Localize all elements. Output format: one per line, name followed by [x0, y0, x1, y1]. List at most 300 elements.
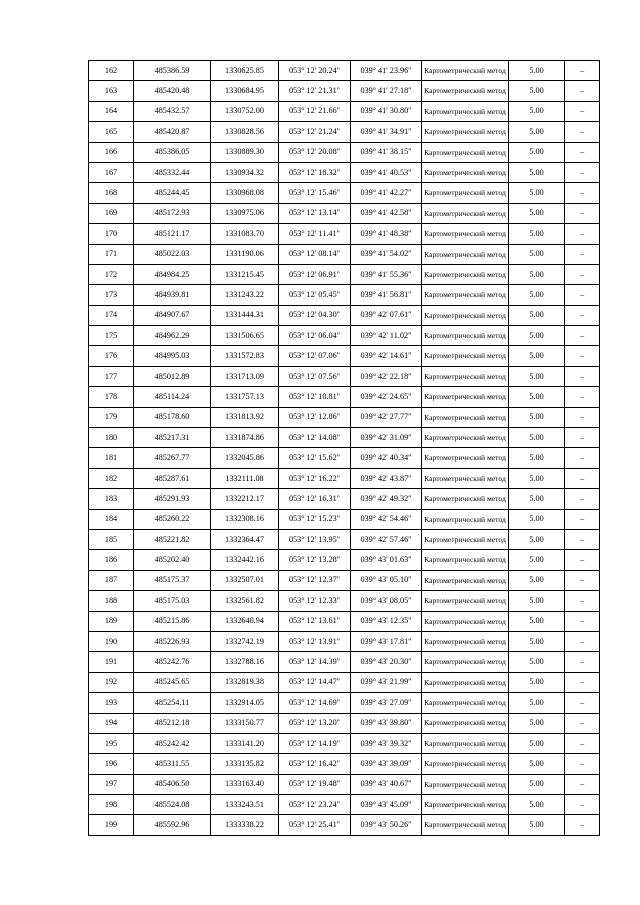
x-coordinate-cell: 485254.11 — [134, 693, 211, 713]
latitude-cell: 053° 12' 16.22" — [279, 468, 351, 488]
accuracy-cell: 5.00 — [509, 550, 565, 570]
method-cell: Картометрический метод — [422, 448, 509, 468]
x-coordinate-cell: 485287.61 — [134, 468, 211, 488]
method-cell: Картометрический метод — [422, 774, 509, 794]
x-coordinate-cell: 484939.81 — [134, 285, 211, 305]
latitude-cell: 053° 12' 12.86" — [279, 407, 351, 427]
table-row — [89, 529, 600, 549]
method-cell: Картометрический метод — [422, 183, 509, 203]
x-coordinate-cell: 484984.25 — [134, 264, 211, 284]
point-number-cell: 173 — [89, 285, 134, 305]
longitude-cell: 039° 43' 05.10" — [351, 570, 422, 590]
longitude-cell: 039° 41' 30.80" — [351, 101, 422, 121]
point-number-cell: 174 — [89, 305, 134, 325]
note-cell: – — [565, 795, 600, 815]
y-coordinate-cell: 1331757.13 — [211, 387, 279, 407]
point-number-cell: 165 — [89, 122, 134, 142]
y-coordinate-cell: 1331444.31 — [211, 305, 279, 325]
longitude-cell: 039° 43' 17.81" — [351, 631, 422, 651]
longitude-cell: 039° 43' 21.99" — [351, 672, 422, 692]
method-cell: Картометрический метод — [422, 122, 509, 142]
x-coordinate-cell: 485242.76 — [134, 652, 211, 672]
note-cell: – — [565, 305, 600, 325]
point-number-cell: 177 — [89, 366, 134, 386]
point-number-cell: 175 — [89, 326, 134, 346]
x-coordinate-cell: 484995.03 — [134, 346, 211, 366]
latitude-cell: 053° 12' 06.91" — [279, 264, 351, 284]
x-coordinate-cell: 485022.03 — [134, 244, 211, 264]
latitude-cell: 053° 12' 14.39" — [279, 652, 351, 672]
longitude-cell: 039° 42' 43.87" — [351, 468, 422, 488]
method-cell: Картометрический метод — [422, 795, 509, 815]
latitude-cell: 053° 12' 20.08" — [279, 142, 351, 162]
note-cell: – — [565, 142, 600, 162]
y-coordinate-cell: 1332442.16 — [211, 550, 279, 570]
method-cell: Картометрический метод — [422, 713, 509, 733]
note-cell: – — [565, 122, 600, 142]
method-cell: Картометрический метод — [422, 672, 509, 692]
longitude-cell: 039° 42' 22.18" — [351, 366, 422, 386]
longitude-cell: 039° 43' 39.32" — [351, 733, 422, 753]
y-coordinate-cell: 1333243.51 — [211, 795, 279, 815]
x-coordinate-cell: 485121.17 — [134, 224, 211, 244]
point-number-cell: 199 — [89, 815, 134, 835]
method-cell: Картометрический метод — [422, 733, 509, 753]
note-cell: – — [565, 81, 600, 101]
point-number-cell: 179 — [89, 407, 134, 427]
x-coordinate-cell: 484907.67 — [134, 305, 211, 325]
longitude-cell: 039° 43' 39.09" — [351, 754, 422, 774]
y-coordinate-cell: 1330934.32 — [211, 162, 279, 182]
accuracy-cell: 5.00 — [509, 61, 565, 81]
latitude-cell: 053° 12' 07.56" — [279, 366, 351, 386]
note-cell: – — [565, 489, 600, 509]
note-cell: – — [565, 550, 600, 570]
latitude-cell: 053° 12' 16.42" — [279, 754, 351, 774]
x-coordinate-cell: 485386.05 — [134, 142, 211, 162]
accuracy-cell: 5.00 — [509, 122, 565, 142]
x-coordinate-cell: 485244.45 — [134, 183, 211, 203]
x-coordinate-cell: 485242.42 — [134, 733, 211, 753]
table-row — [89, 366, 600, 386]
latitude-cell: 053° 12' 14.69" — [279, 693, 351, 713]
latitude-cell: 053° 12' 14.47" — [279, 672, 351, 692]
point-number-cell: 187 — [89, 570, 134, 590]
latitude-cell: 053° 12' 15.23" — [279, 509, 351, 529]
method-cell: Картометрический метод — [422, 326, 509, 346]
latitude-cell: 053° 12' 21.31" — [279, 81, 351, 101]
table-row — [89, 672, 600, 692]
accuracy-cell: 5.00 — [509, 407, 565, 427]
point-number-cell: 196 — [89, 754, 134, 774]
method-cell: Картометрический метод — [422, 570, 509, 590]
accuracy-cell: 5.00 — [509, 428, 565, 448]
table-row — [89, 713, 600, 733]
x-coordinate-cell: 485267.77 — [134, 448, 211, 468]
point-number-cell: 164 — [89, 101, 134, 121]
x-coordinate-cell: 485212.18 — [134, 713, 211, 733]
x-coordinate-cell: 484962.29 — [134, 326, 211, 346]
latitude-cell: 053° 12' 21.66" — [279, 101, 351, 121]
accuracy-cell: 5.00 — [509, 570, 565, 590]
y-coordinate-cell: 1331874.86 — [211, 428, 279, 448]
longitude-cell: 039° 41' 55.36" — [351, 264, 422, 284]
table-row — [89, 631, 600, 651]
x-coordinate-cell: 485202.40 — [134, 550, 211, 570]
point-number-cell: 183 — [89, 489, 134, 509]
accuracy-cell: 5.00 — [509, 713, 565, 733]
x-coordinate-cell: 485332.44 — [134, 162, 211, 182]
table-row — [89, 224, 600, 244]
accuracy-cell: 5.00 — [509, 815, 565, 835]
longitude-cell: 039° 42' 14.61" — [351, 346, 422, 366]
longitude-cell: 039° 43' 20.30" — [351, 652, 422, 672]
y-coordinate-cell: 1332742.19 — [211, 631, 279, 651]
longitude-cell: 039° 41' 27.18" — [351, 81, 422, 101]
longitude-cell: 039° 43' 50.26" — [351, 815, 422, 835]
accuracy-cell: 5.00 — [509, 754, 565, 774]
table-row — [89, 591, 600, 611]
note-cell: – — [565, 815, 600, 835]
y-coordinate-cell: 1331506.65 — [211, 326, 279, 346]
y-coordinate-cell: 1332364.47 — [211, 529, 279, 549]
table-row — [89, 101, 600, 121]
method-cell: Картометрический метод — [422, 142, 509, 162]
coordinates-table-body — [89, 61, 600, 836]
table-row — [89, 611, 600, 631]
x-coordinate-cell: 485420.87 — [134, 122, 211, 142]
point-number-cell: 172 — [89, 264, 134, 284]
table-row — [89, 305, 600, 325]
table-row — [89, 815, 600, 835]
note-cell: – — [565, 407, 600, 427]
method-cell: Картометрический метод — [422, 468, 509, 488]
table-row — [89, 203, 600, 223]
point-number-cell: 188 — [89, 591, 134, 611]
latitude-cell: 053° 12' 23.24" — [279, 795, 351, 815]
point-number-cell: 193 — [89, 693, 134, 713]
note-cell: – — [565, 285, 600, 305]
accuracy-cell: 5.00 — [509, 672, 565, 692]
note-cell: – — [565, 162, 600, 182]
table-row — [89, 693, 600, 713]
accuracy-cell: 5.00 — [509, 733, 565, 753]
note-cell: – — [565, 326, 600, 346]
point-number-cell: 195 — [89, 733, 134, 753]
longitude-cell: 039° 42' 24.65" — [351, 387, 422, 407]
table-row — [89, 346, 600, 366]
longitude-cell: 039° 43' 40.67" — [351, 774, 422, 794]
accuracy-cell: 5.00 — [509, 693, 565, 713]
longitude-cell: 039° 42' 49.32" — [351, 489, 422, 509]
point-number-cell: 184 — [89, 509, 134, 529]
x-coordinate-cell: 485386.59 — [134, 61, 211, 81]
method-cell: Картометрический метод — [422, 264, 509, 284]
point-number-cell: 198 — [89, 795, 134, 815]
accuracy-cell: 5.00 — [509, 529, 565, 549]
note-cell: – — [565, 611, 600, 631]
method-cell: Картометрический метод — [422, 203, 509, 223]
point-number-cell: 162 — [89, 61, 134, 81]
table-row — [89, 264, 600, 284]
table-row — [89, 61, 600, 81]
y-coordinate-cell: 1331190.06 — [211, 244, 279, 264]
x-coordinate-cell: 485114.24 — [134, 387, 211, 407]
x-coordinate-cell: 485175.03 — [134, 591, 211, 611]
point-number-cell: 176 — [89, 346, 134, 366]
method-cell: Картометрический метод — [422, 529, 509, 549]
point-number-cell: 163 — [89, 81, 134, 101]
y-coordinate-cell: 1331243.22 — [211, 285, 279, 305]
y-coordinate-cell: 1330889.30 — [211, 142, 279, 162]
table-row — [89, 570, 600, 590]
note-cell: – — [565, 591, 600, 611]
table-row — [89, 122, 600, 142]
point-number-cell: 180 — [89, 428, 134, 448]
method-cell: Картометрический метод — [422, 224, 509, 244]
accuracy-cell: 5.00 — [509, 489, 565, 509]
method-cell: Картометрический метод — [422, 652, 509, 672]
accuracy-cell: 5.00 — [509, 203, 565, 223]
method-cell: Картометрический метод — [422, 244, 509, 264]
note-cell: – — [565, 509, 600, 529]
x-coordinate-cell: 485592.96 — [134, 815, 211, 835]
point-number-cell: 171 — [89, 244, 134, 264]
point-number-cell: 194 — [89, 713, 134, 733]
longitude-cell: 039° 41' 40.53" — [351, 162, 422, 182]
note-cell: – — [565, 631, 600, 651]
note-cell: – — [565, 693, 600, 713]
note-cell: – — [565, 448, 600, 468]
table-row — [89, 468, 600, 488]
method-cell: Картометрический метод — [422, 754, 509, 774]
y-coordinate-cell: 1332819.38 — [211, 672, 279, 692]
accuracy-cell: 5.00 — [509, 326, 565, 346]
point-number-cell: 168 — [89, 183, 134, 203]
y-coordinate-cell: 1333141.20 — [211, 733, 279, 753]
latitude-cell: 053° 12' 16.31" — [279, 489, 351, 509]
latitude-cell: 053° 12' 12.37" — [279, 570, 351, 590]
note-cell: – — [565, 468, 600, 488]
accuracy-cell: 5.00 — [509, 387, 565, 407]
note-cell: – — [565, 224, 600, 244]
method-cell: Картометрический метод — [422, 101, 509, 121]
note-cell: – — [565, 61, 600, 81]
table-row — [89, 795, 600, 815]
y-coordinate-cell: 1332308.16 — [211, 509, 279, 529]
longitude-cell: 039° 43' 39.80" — [351, 713, 422, 733]
method-cell: Картометрический метод — [422, 550, 509, 570]
table-row — [89, 81, 600, 101]
table-row — [89, 733, 600, 753]
x-coordinate-cell: 485215.86 — [134, 611, 211, 631]
note-cell: – — [565, 754, 600, 774]
x-coordinate-cell: 485226.93 — [134, 631, 211, 651]
latitude-cell: 053° 12' 05.45" — [279, 285, 351, 305]
table-row — [89, 489, 600, 509]
y-coordinate-cell: 1332045.86 — [211, 448, 279, 468]
accuracy-cell: 5.00 — [509, 468, 565, 488]
method-cell: Картометрический метод — [422, 611, 509, 631]
accuracy-cell: 5.00 — [509, 101, 565, 121]
coordinates-table — [88, 60, 600, 836]
longitude-cell: 039° 42' 11.02" — [351, 326, 422, 346]
method-cell: Картометрический метод — [422, 407, 509, 427]
table-row — [89, 387, 600, 407]
point-number-cell: 170 — [89, 224, 134, 244]
accuracy-cell: 5.00 — [509, 652, 565, 672]
point-number-cell: 182 — [89, 468, 134, 488]
longitude-cell: 039° 42' 27.77" — [351, 407, 422, 427]
point-number-cell: 166 — [89, 142, 134, 162]
accuracy-cell: 5.00 — [509, 795, 565, 815]
table-row — [89, 754, 600, 774]
latitude-cell: 053° 12' 10.81" — [279, 387, 351, 407]
latitude-cell: 053° 12' 14.08" — [279, 428, 351, 448]
y-coordinate-cell: 1333163.40 — [211, 774, 279, 794]
latitude-cell: 053° 12' 19.48" — [279, 774, 351, 794]
point-number-cell: 181 — [89, 448, 134, 468]
y-coordinate-cell: 1331813.92 — [211, 407, 279, 427]
method-cell: Картометрический метод — [422, 815, 509, 835]
latitude-cell: 053° 12' 15.62" — [279, 448, 351, 468]
x-coordinate-cell: 485260.22 — [134, 509, 211, 529]
latitude-cell: 053° 12' 07.06" — [279, 346, 351, 366]
longitude-cell: 039° 43' 45.09" — [351, 795, 422, 815]
latitude-cell: 053° 12' 06.04" — [279, 326, 351, 346]
latitude-cell: 053° 12' 12.33" — [279, 591, 351, 611]
note-cell: – — [565, 733, 600, 753]
y-coordinate-cell: 1330968.08 — [211, 183, 279, 203]
note-cell: – — [565, 203, 600, 223]
y-coordinate-cell: 1330752.00 — [211, 101, 279, 121]
y-coordinate-cell: 1332640.94 — [211, 611, 279, 631]
latitude-cell: 053° 12' 13.14" — [279, 203, 351, 223]
method-cell: Картометрический метод — [422, 81, 509, 101]
y-coordinate-cell: 1332212.17 — [211, 489, 279, 509]
note-cell: – — [565, 774, 600, 794]
y-coordinate-cell: 1332111.08 — [211, 468, 279, 488]
y-coordinate-cell: 1330828.56 — [211, 122, 279, 142]
latitude-cell: 053° 12' 11.41" — [279, 224, 351, 244]
method-cell: Картометрический метод — [422, 305, 509, 325]
point-number-cell: 169 — [89, 203, 134, 223]
y-coordinate-cell: 1330625.85 — [211, 61, 279, 81]
accuracy-cell: 5.00 — [509, 224, 565, 244]
latitude-cell: 053° 12' 18.32" — [279, 162, 351, 182]
method-cell: Картометрический метод — [422, 285, 509, 305]
accuracy-cell: 5.00 — [509, 183, 565, 203]
note-cell: – — [565, 529, 600, 549]
longitude-cell: 039° 41' 38.15" — [351, 142, 422, 162]
latitude-cell: 053° 12' 13.61" — [279, 611, 351, 631]
point-number-cell: 197 — [89, 774, 134, 794]
longitude-cell: 039° 42' 07.61" — [351, 305, 422, 325]
note-cell: – — [565, 346, 600, 366]
accuracy-cell: 5.00 — [509, 509, 565, 529]
table-row — [89, 774, 600, 794]
latitude-cell: 053° 12' 04.30" — [279, 305, 351, 325]
longitude-cell: 039° 41' 54.02" — [351, 244, 422, 264]
note-cell: – — [565, 244, 600, 264]
longitude-cell: 039° 41' 56.81" — [351, 285, 422, 305]
method-cell: Картометрический метод — [422, 631, 509, 651]
note-cell: – — [565, 652, 600, 672]
y-coordinate-cell: 1333135.82 — [211, 754, 279, 774]
point-number-cell: 192 — [89, 672, 134, 692]
accuracy-cell: 5.00 — [509, 81, 565, 101]
point-number-cell: 186 — [89, 550, 134, 570]
longitude-cell: 039° 41' 42.27" — [351, 183, 422, 203]
accuracy-cell: 5.00 — [509, 305, 565, 325]
method-cell: Картометрический метод — [422, 387, 509, 407]
x-coordinate-cell: 485291.93 — [134, 489, 211, 509]
latitude-cell: 053° 12' 13.91" — [279, 631, 351, 651]
method-cell: Картометрический метод — [422, 428, 509, 448]
method-cell: Картометрический метод — [422, 591, 509, 611]
accuracy-cell: 5.00 — [509, 448, 565, 468]
note-cell: – — [565, 387, 600, 407]
y-coordinate-cell: 1332788.16 — [211, 652, 279, 672]
method-cell: Картометрический метод — [422, 489, 509, 509]
y-coordinate-cell: 1332561.82 — [211, 591, 279, 611]
y-coordinate-cell: 1331713.09 — [211, 366, 279, 386]
point-number-cell: 190 — [89, 631, 134, 651]
y-coordinate-cell: 1331572.83 — [211, 346, 279, 366]
note-cell: – — [565, 264, 600, 284]
point-number-cell: 178 — [89, 387, 134, 407]
longitude-cell: 039° 43' 01.63" — [351, 550, 422, 570]
method-cell: Картометрический метод — [422, 509, 509, 529]
accuracy-cell: 5.00 — [509, 774, 565, 794]
longitude-cell: 039° 41' 42.58" — [351, 203, 422, 223]
longitude-cell: 039° 41' 48.38" — [351, 224, 422, 244]
accuracy-cell: 5.00 — [509, 142, 565, 162]
x-coordinate-cell: 485012.89 — [134, 366, 211, 386]
accuracy-cell: 5.00 — [509, 631, 565, 651]
note-cell: – — [565, 428, 600, 448]
x-coordinate-cell: 485245.65 — [134, 672, 211, 692]
longitude-cell: 039° 41' 34.91" — [351, 122, 422, 142]
longitude-cell: 039° 42' 31.09" — [351, 428, 422, 448]
table-row — [89, 244, 600, 264]
y-coordinate-cell: 1330684.95 — [211, 81, 279, 101]
note-cell: – — [565, 672, 600, 692]
method-cell: Картометрический метод — [422, 366, 509, 386]
latitude-cell: 053° 12' 08.14" — [279, 244, 351, 264]
x-coordinate-cell: 485217.31 — [134, 428, 211, 448]
x-coordinate-cell: 485524.08 — [134, 795, 211, 815]
accuracy-cell: 5.00 — [509, 366, 565, 386]
x-coordinate-cell: 485432.57 — [134, 101, 211, 121]
longitude-cell: 039° 42' 57.46" — [351, 529, 422, 549]
y-coordinate-cell: 1330975.06 — [211, 203, 279, 223]
point-number-cell: 167 — [89, 162, 134, 182]
longitude-cell: 039° 43' 12.35" — [351, 611, 422, 631]
accuracy-cell: 5.00 — [509, 591, 565, 611]
latitude-cell: 053° 12' 13.28" — [279, 550, 351, 570]
longitude-cell: 039° 42' 40.34" — [351, 448, 422, 468]
table-row — [89, 652, 600, 672]
point-number-cell: 185 — [89, 529, 134, 549]
note-cell: – — [565, 713, 600, 733]
accuracy-cell: 5.00 — [509, 346, 565, 366]
x-coordinate-cell: 485221.82 — [134, 529, 211, 549]
method-cell: Картометрический метод — [422, 162, 509, 182]
table-row — [89, 326, 600, 346]
note-cell: – — [565, 570, 600, 590]
x-coordinate-cell: 485172.93 — [134, 203, 211, 223]
